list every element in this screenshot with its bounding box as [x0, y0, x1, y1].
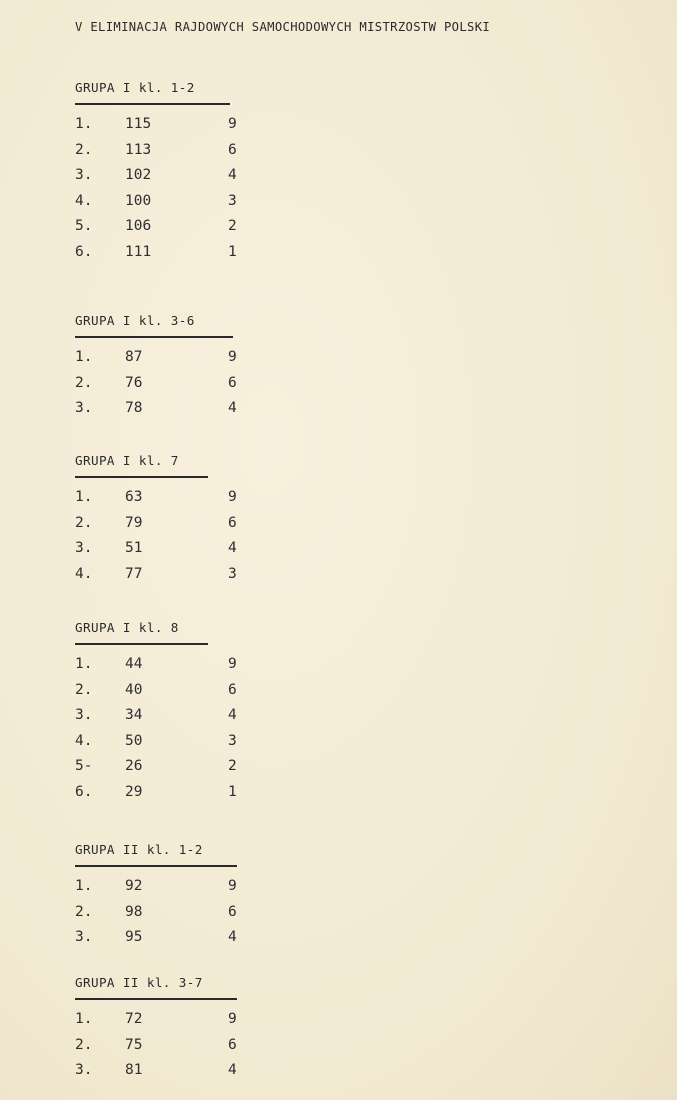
result-row [75, 874, 237, 900]
group-underline [75, 103, 230, 105]
car-number: 113 [125, 141, 152, 158]
place-number: 4. [75, 732, 93, 749]
car-number: 92 [125, 878, 143, 894]
points: 9 [228, 489, 237, 505]
points: 3 [228, 732, 237, 749]
result-row [75, 900, 237, 926]
place-number: 1. [75, 489, 93, 505]
place-number: 4. [75, 565, 93, 582]
points: 4 [228, 400, 237, 416]
result-row [75, 345, 237, 371]
group-underline [75, 998, 237, 1000]
points: 9 [228, 878, 237, 894]
result-group [75, 80, 237, 265]
result-row [75, 678, 237, 704]
car-number: 79 [125, 514, 143, 531]
result-group [75, 842, 237, 951]
place-number: 5. [75, 218, 93, 234]
points: 3 [228, 565, 237, 582]
group-title: GRUPA II kl. 1-2 [75, 842, 203, 857]
result-row [75, 703, 237, 729]
result-group [75, 453, 237, 587]
place-number: 3. [75, 400, 93, 416]
car-number: 29 [125, 783, 143, 800]
car-number: 87 [125, 349, 143, 365]
place-number: 3. [75, 540, 93, 556]
points: 9 [228, 349, 237, 365]
points: 6 [228, 374, 237, 391]
car-number: 78 [125, 400, 143, 416]
group-title: GRUPA I kl. 1-2 [75, 80, 195, 95]
result-group [75, 313, 237, 422]
place-number: 1. [75, 349, 93, 365]
place-number: 1. [75, 1011, 93, 1027]
points: 4 [228, 707, 237, 723]
points: 9 [228, 656, 237, 672]
points: 9 [228, 116, 237, 132]
points: 6 [228, 141, 237, 158]
place-number: 1. [75, 878, 93, 894]
result-row [75, 780, 237, 806]
points: 1 [228, 783, 237, 800]
group-underline [75, 865, 237, 867]
points: 6 [228, 514, 237, 531]
points: 6 [228, 1036, 237, 1053]
car-number: 40 [125, 681, 143, 698]
car-number: 98 [125, 903, 143, 920]
place-number: 2. [75, 1036, 93, 1053]
points: 2 [228, 758, 237, 774]
place-number: 3. [75, 929, 93, 945]
group-title: GRUPA I kl. 8 [75, 620, 179, 635]
result-row [75, 562, 237, 588]
result-row [75, 652, 237, 678]
car-number: 115 [125, 116, 152, 132]
document-title: V ELIMINACJA RAJDOWYCH SAMOCHODOWYCH MISTRZOSTW POLSKI [75, 20, 491, 34]
points: 6 [228, 681, 237, 698]
place-number: 6. [75, 243, 93, 260]
place-number: 2. [75, 374, 93, 391]
group-underline [75, 643, 208, 645]
result-row [75, 1007, 237, 1033]
car-number: 34 [125, 707, 143, 723]
car-number: 95 [125, 929, 143, 945]
result-row [75, 1058, 237, 1084]
place-number: 6. [75, 783, 93, 800]
result-row [75, 138, 237, 164]
result-row [75, 925, 237, 951]
place-number: 3. [75, 1062, 93, 1078]
car-number: 100 [125, 192, 152, 209]
result-row [75, 1033, 237, 1059]
car-number: 77 [125, 565, 143, 582]
car-number: 75 [125, 1036, 143, 1053]
place-number: 2. [75, 903, 93, 920]
place-number: 3. [75, 707, 93, 723]
points: 4 [228, 1062, 237, 1078]
result-row [75, 163, 237, 189]
points: 1 [228, 243, 237, 260]
car-number: 26 [125, 758, 143, 774]
points: 9 [228, 1011, 237, 1027]
points: 4 [228, 540, 237, 556]
group-underline [75, 336, 233, 338]
result-row [75, 189, 237, 215]
car-number: 102 [125, 167, 152, 183]
points: 3 [228, 192, 237, 209]
place-number: 2. [75, 141, 93, 158]
car-number: 50 [125, 732, 143, 749]
group-underline [75, 476, 208, 478]
group-title: GRUPA I kl. 3-6 [75, 313, 195, 328]
result-row [75, 729, 237, 755]
car-number: 106 [125, 218, 152, 234]
result-group [75, 620, 237, 805]
place-number: 4. [75, 192, 93, 209]
result-group [75, 975, 237, 1084]
group-title: GRUPA II kl. 3-7 [75, 975, 203, 990]
points: 4 [228, 929, 237, 945]
points: 2 [228, 218, 237, 234]
car-number: 111 [125, 243, 152, 260]
group-title: GRUPA I kl. 7 [75, 453, 179, 468]
place-number: 2. [75, 681, 93, 698]
car-number: 72 [125, 1011, 143, 1027]
result-row [75, 485, 237, 511]
result-row [75, 536, 237, 562]
car-number: 44 [125, 656, 143, 672]
points: 6 [228, 903, 237, 920]
result-row [75, 112, 237, 138]
result-row [75, 754, 237, 780]
car-number: 81 [125, 1062, 143, 1078]
result-row [75, 371, 237, 397]
place-number: 1. [75, 116, 93, 132]
place-number: 1. [75, 656, 93, 672]
car-number: 76 [125, 374, 143, 391]
result-row [75, 240, 237, 266]
result-row [75, 214, 237, 240]
result-row [75, 396, 237, 422]
car-number: 63 [125, 489, 143, 505]
points: 4 [228, 167, 237, 183]
result-row [75, 511, 237, 537]
place-number: 5- [75, 758, 93, 774]
car-number: 51 [125, 540, 143, 556]
place-number: 2. [75, 514, 93, 531]
place-number: 3. [75, 167, 93, 183]
